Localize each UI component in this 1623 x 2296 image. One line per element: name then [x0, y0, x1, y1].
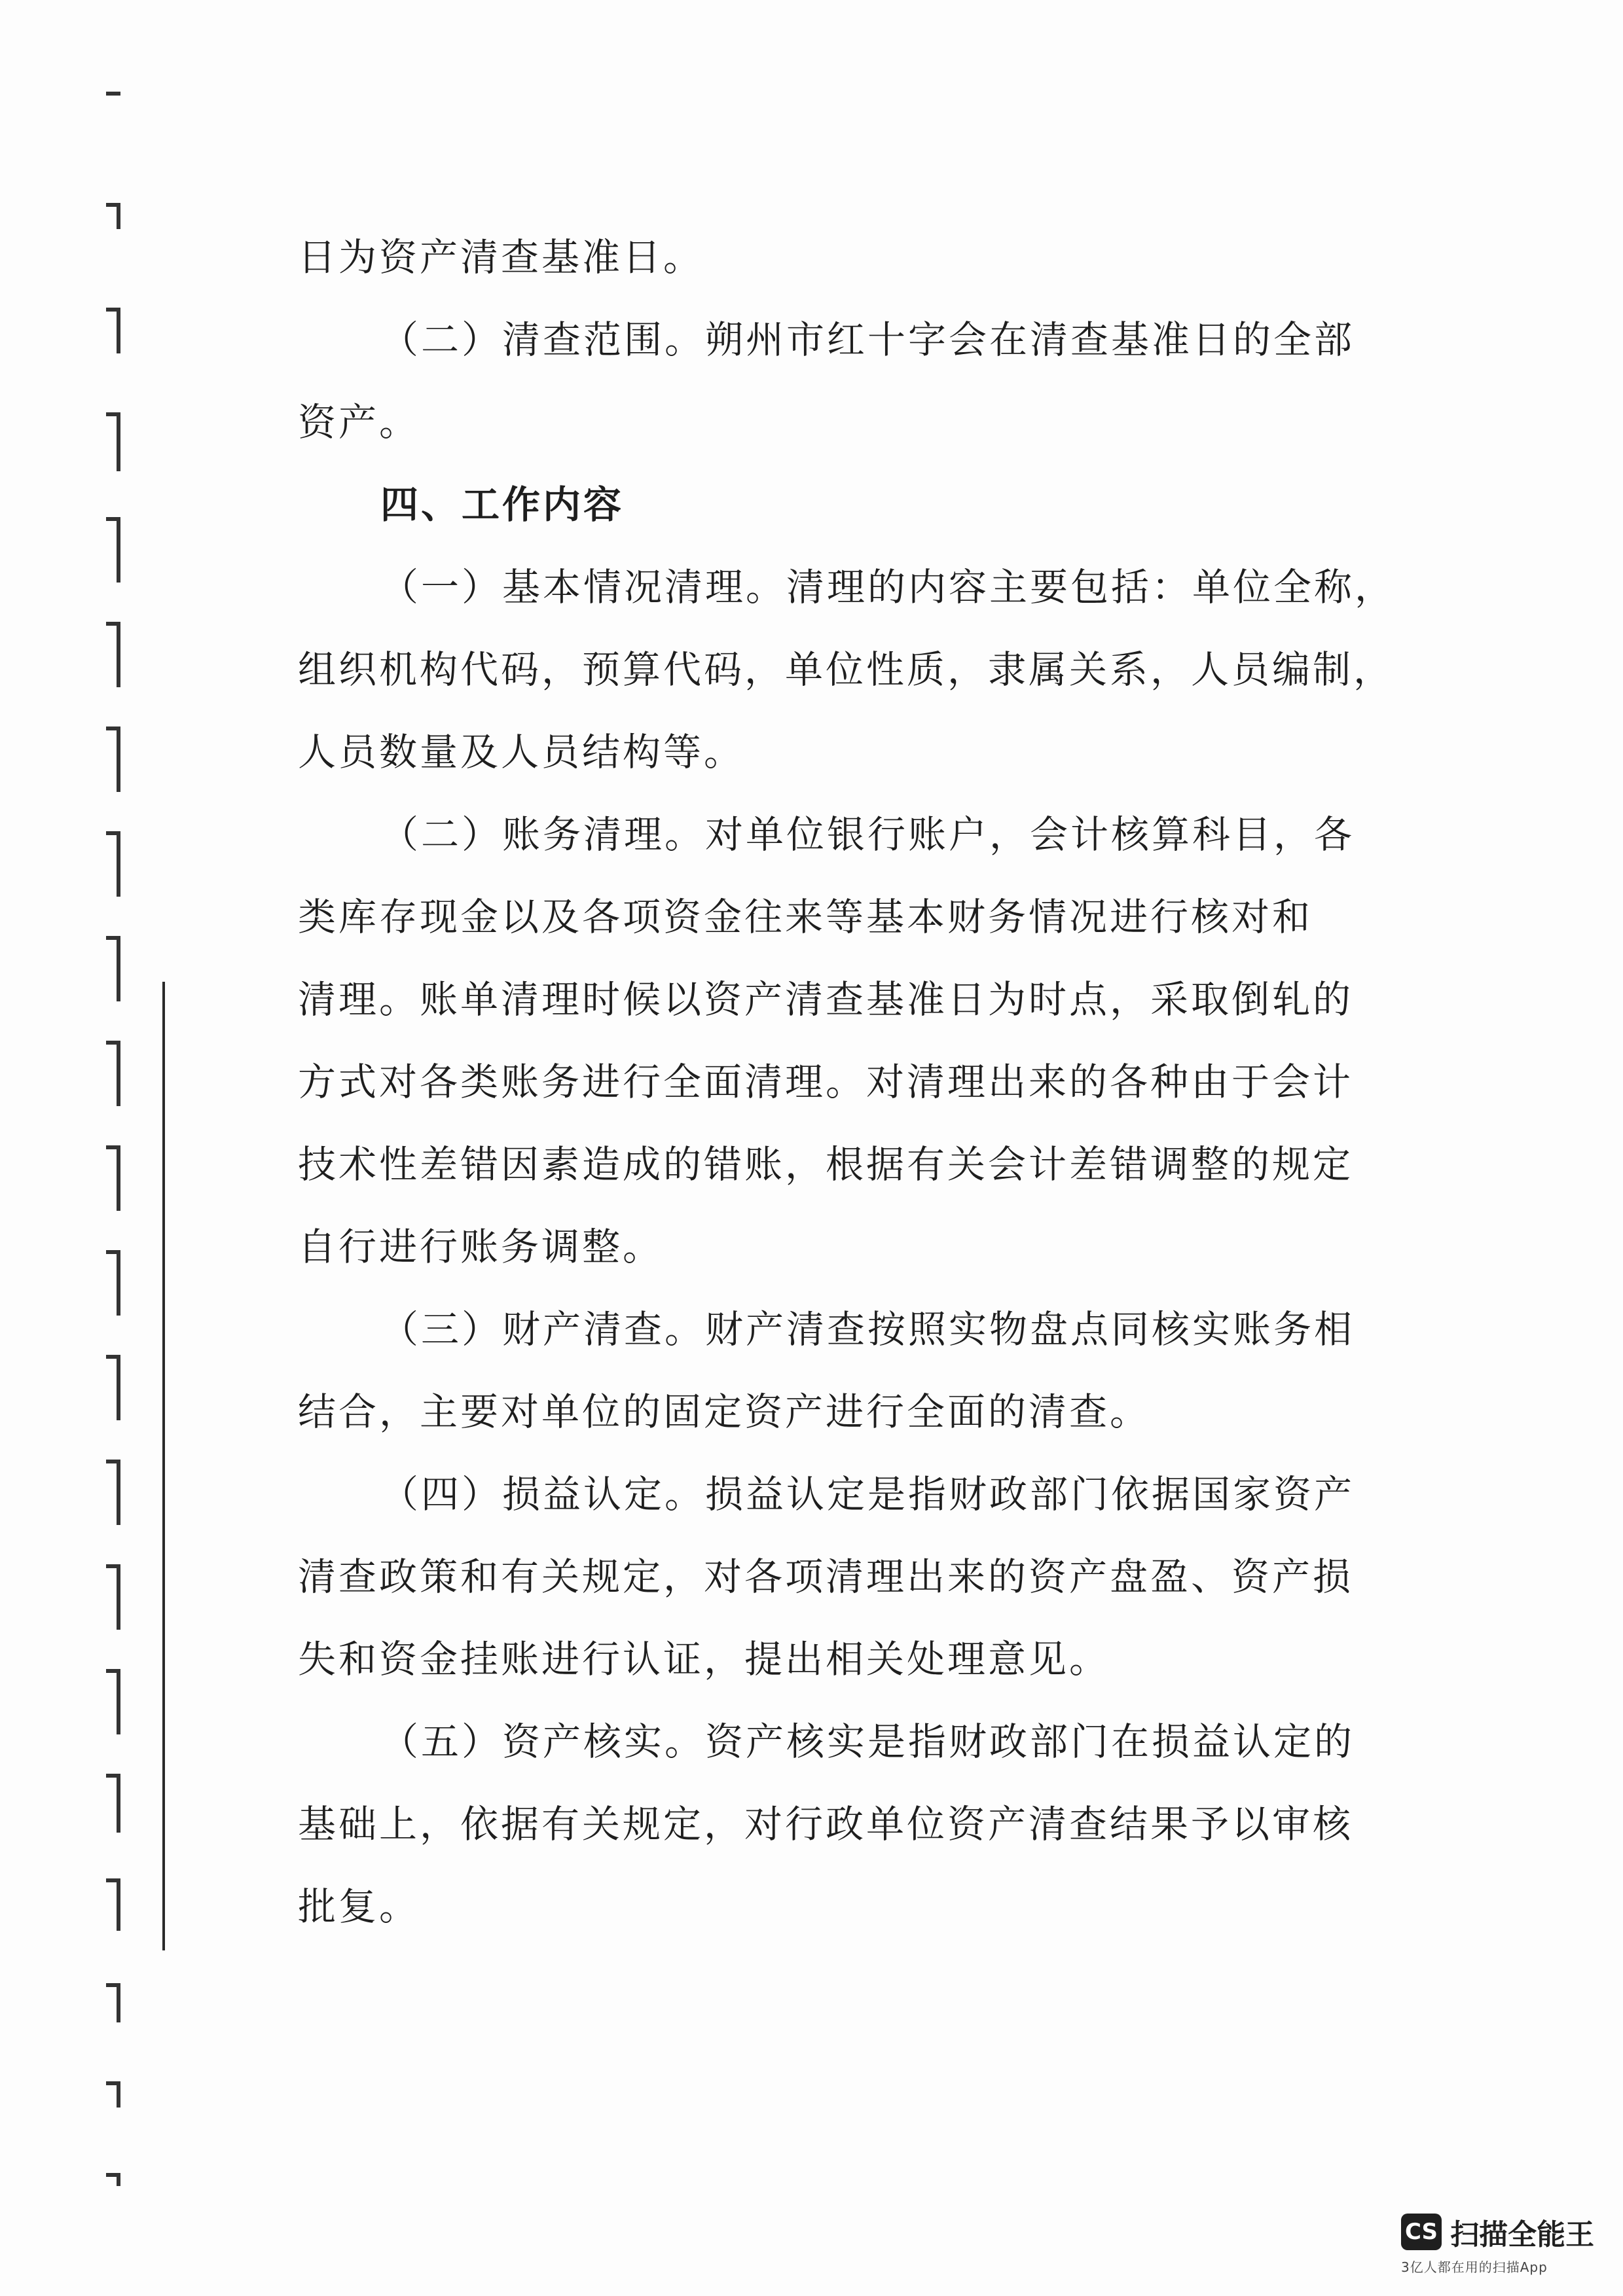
document-body: [298, 216, 1396, 1948]
binding-mark: [106, 1564, 120, 1630]
text-line: 日为资产清查基准日。: [298, 235, 704, 279]
binding-marks: [98, 79, 137, 2186]
binding-mark: [106, 203, 120, 229]
binding-mark: [106, 412, 120, 471]
camscanner-logo-icon: CS: [1401, 2214, 1442, 2250]
binding-mark: [106, 936, 120, 1001]
text-line: （二）清查范围。朔州市红十字会在清查基准日的全部: [380, 317, 1355, 362]
binding-mark: [106, 726, 120, 792]
binding-mark: [106, 1983, 120, 2022]
binding-edge: [162, 982, 165, 1950]
text-line: 资产。: [298, 400, 420, 444]
text-line: 方式对各类账务进行全面清理。对清理出来的各种由于会计: [298, 1060, 1354, 1104]
binding-mark: [106, 1355, 120, 1420]
text-line: 技术性差错因素造成的错账，根据有关会计差错调整的规定: [298, 1142, 1354, 1187]
text-line: 清查政策和有关规定，对各项清理出来的资产盘盈、资产损: [298, 1554, 1354, 1599]
binding-mark: [106, 1774, 120, 1833]
watermark-tagline: 3亿人都在用的扫描App: [1401, 2259, 1548, 2275]
binding-mark: [106, 1460, 120, 1525]
text-line: 自行进行账务调整。: [298, 1225, 664, 1269]
text-line: （四）损益认定。损益认定是指财政部门依据国家资产: [380, 1472, 1355, 1516]
binding-mark: [106, 92, 120, 98]
section-heading: 四、工作内容: [380, 482, 625, 527]
text-line: （三）财产清查。财产清查按照实物盘点同核实账务相: [380, 1307, 1355, 1352]
text-line: 基础上，依据有关规定，对行政单位资产清查结果予以审核: [298, 1802, 1354, 1846]
binding-mark: [106, 1878, 120, 1931]
binding-mark: [106, 517, 120, 583]
binding-mark: [106, 831, 120, 897]
binding-mark: [106, 2173, 120, 2186]
binding-mark: [106, 308, 120, 353]
binding-mark: [106, 1669, 120, 1734]
text-line: 类库存现金以及各项资金往来等基本财务情况进行核对和: [298, 895, 1313, 939]
text-line: 组织机构代码，预算代码，单位性质，隶属关系，人员编制，: [298, 647, 1395, 692]
binding-mark: [106, 1041, 120, 1106]
text-line: （二）账务清理。对单位银行账户，会计核算科目，各: [380, 812, 1355, 857]
binding-mark: [106, 1145, 120, 1211]
text-line: 清理。账单清理时候以资产清查基准日为时点，采取倒轧的: [298, 977, 1354, 1022]
watermark-app-name: 扫描全能王: [1450, 2218, 1595, 2251]
scanner-watermark: [1401, 2211, 1611, 2276]
binding-mark: [106, 1250, 120, 1316]
binding-mark: [106, 622, 120, 687]
text-line: 失和资金挂账进行认证，提出相关处理意见。: [298, 1637, 1110, 1681]
text-line: （五）资产核实。资产核实是指财政部门在损益认定的: [380, 1719, 1355, 1764]
text-line: 批复。: [298, 1884, 420, 1929]
text-line: 结合，主要对单位的固定资产进行全面的清查。: [298, 1390, 1151, 1434]
binding-mark: [106, 2081, 120, 2108]
text-line: （一）基本情况清理。清理的内容主要包括：单位全称，: [380, 565, 1396, 609]
text-line: 人员数量及人员结构等。: [298, 730, 745, 774]
